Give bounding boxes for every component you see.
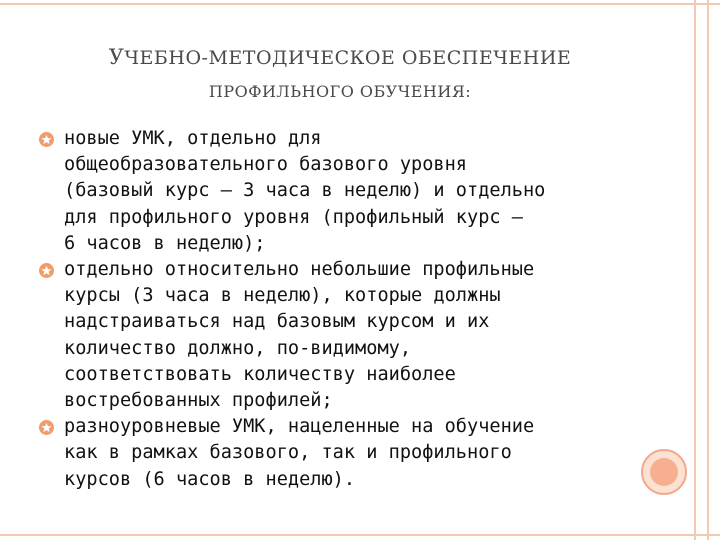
circle-decoration-icon (641, 449, 687, 495)
frame-right-outer-line (707, 0, 709, 540)
list-item-line: востребованных профилей; (64, 390, 333, 412)
list-item-line: разноуровневые УМК, нацеленные на обучение (64, 416, 535, 438)
frame-top-line (0, 3, 720, 5)
list-item-line: для профильного уровня (профильный курс — (64, 206, 523, 228)
frame-right-inner-line (694, 0, 696, 540)
list-item-line: курсов (6 часов в неделю). (64, 468, 356, 490)
list-item (44, 257, 629, 414)
list-item (44, 414, 629, 493)
star-bullet-icon (39, 420, 54, 435)
list-item-line: соответствовать количеству наиболее (64, 363, 456, 385)
title-line-1 (40, 42, 640, 73)
list-item-line: надстраиваться над базовым курсом и их (64, 311, 490, 333)
slide-title (40, 42, 640, 107)
bullet-list (44, 126, 629, 493)
title-line-1-text: ЧЕБНО-МЕТОДИЧЕСКОЕ ОБЕСПЕЧЕНИЕ (124, 47, 572, 69)
list-item (44, 126, 629, 257)
title-line-2: ПРОФИЛЬНОГО ОБУЧЕНИЯ: (208, 82, 472, 101)
list-item-line: новые УМК, отдельно для (64, 128, 322, 149)
list-item-line: как в рамках базового, так и профильного (64, 442, 512, 464)
list-item-line: количество должно, по-видимому, (64, 337, 412, 359)
list-item-line: (базовый курс — 3 часа в неделю) и отдельно (64, 180, 546, 202)
list-item-line: отдельно относительно небольшие профильные (64, 259, 535, 281)
frame-bottom-line (0, 534, 720, 536)
list-item-line: курсы (3 часа в неделю), которые должны (64, 285, 501, 307)
list-item-line: общеобразовательного базового уровня (64, 154, 467, 176)
title-initial: У (108, 45, 125, 69)
star-bullet-icon (39, 263, 54, 278)
star-bullet-icon (39, 132, 54, 147)
list-item-line: 6 часов в неделю); (64, 232, 266, 254)
